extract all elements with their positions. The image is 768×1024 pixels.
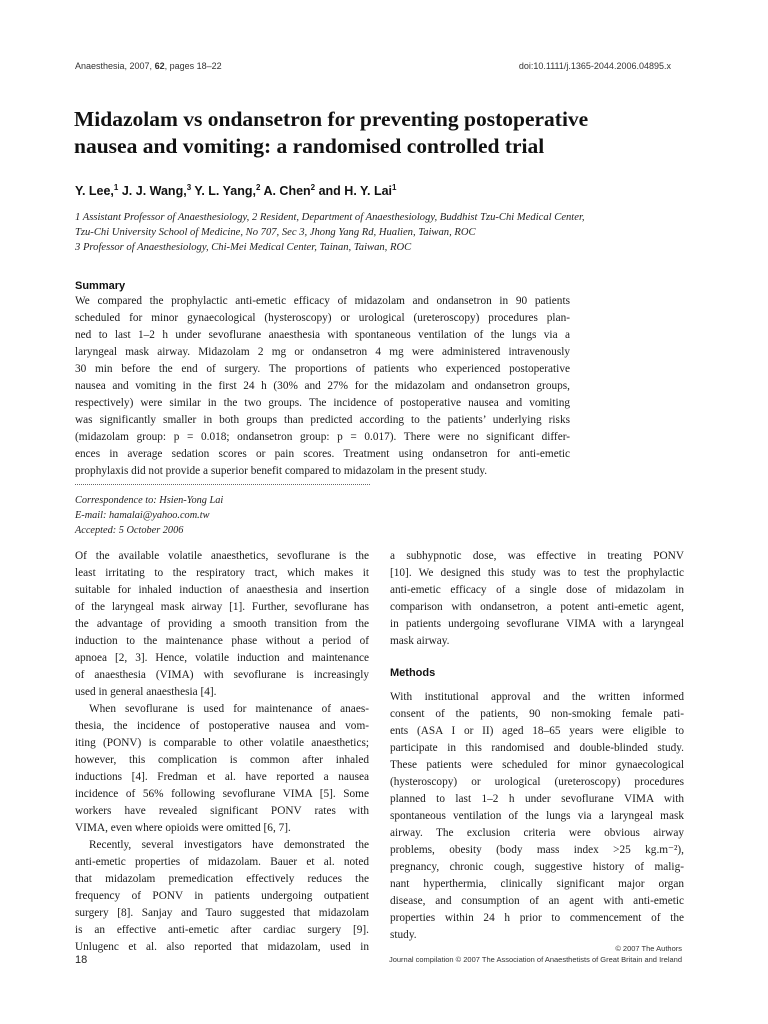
body-line: mask airway. bbox=[390, 635, 450, 647]
summary-line: prophylaxis did not provide a superior benefit compared to midazolam in the present study. bbox=[75, 465, 488, 477]
body-line: VIMA, even where opioids were omitted [6, 7]. bbox=[75, 822, 291, 834]
body-line: least irritating to the respiratory tract, which makes it bbox=[75, 567, 369, 579]
journal-volume: 62 bbox=[154, 61, 165, 71]
summary-line: ences in average sedation scores or pain scores. Treatment using ondansetron for anti-emetic bbox=[75, 448, 570, 460]
body-line: however, this complication is common after inhaled bbox=[75, 754, 369, 766]
summary-line: ned to last 1–2 h under sevoflurane anaesthesia with spontaneous ventilation of the lungs via a bbox=[75, 329, 570, 341]
body-line: induction to the maintenance phase without a period of bbox=[75, 635, 369, 647]
journal-pages: , pages 18–22 bbox=[164, 61, 222, 71]
body-line: ents (ASA I or II) aged 18–65 years were eligible to bbox=[390, 725, 684, 737]
body-column-left bbox=[75, 548, 369, 956]
correspondence-email[interactable]: E-mail: hamalai@yahoo.com.tw bbox=[75, 510, 210, 521]
body-line: airway. The exclusion criteria were obvious airway bbox=[390, 827, 684, 839]
affiliation-line: Tzu-Chi University School of Medicine, No 707, Sec 3, Jhong Yang Rd, Hualien, Taiwan, ROC bbox=[75, 227, 476, 238]
copyright-line: Journal compilation © 2007 The Association of Anaesthetists of Great Britain and Ireland bbox=[388, 955, 682, 964]
body-line: used in general anaesthesia [4]. bbox=[75, 686, 217, 698]
correspondence-block bbox=[75, 493, 223, 538]
journal-citation bbox=[75, 61, 222, 71]
accepted-date: Accepted: 5 October 2006 bbox=[75, 525, 184, 536]
author: J. J. Wang, bbox=[118, 184, 187, 199]
author-affiliation-mark: 2 bbox=[310, 183, 316, 192]
author-affiliation-mark: 2 bbox=[255, 183, 261, 192]
title-line-2: nausea and vomiting: a randomised controlled trial bbox=[74, 134, 545, 158]
author: A. Chen bbox=[260, 184, 311, 199]
page-number: 18 bbox=[75, 954, 88, 966]
affiliations bbox=[75, 210, 695, 255]
body-line: workers have revealed significant PONV rates with bbox=[75, 805, 369, 817]
doi-link[interactable]: doi:10.1111/j.1365-2044.2006.04895.x bbox=[518, 61, 671, 71]
body-line: surgery [8]. Sanjay and Tauro suggested that midazolam bbox=[75, 907, 369, 919]
author-affiliation-mark: 1 bbox=[392, 183, 397, 192]
author: Y. L. Yang, bbox=[191, 184, 256, 199]
body-line: With institutional approval and the written informed bbox=[390, 691, 684, 703]
body-line: pregnancy, chronic cough, suggestive history of malig- bbox=[390, 861, 684, 873]
correspondence-name: Correspondence to: Hsien-Yong Lai bbox=[75, 495, 224, 506]
summary-line: We compared the prophylactic anti-emetic efficacy of midazolam and ondansetron in 90 patients bbox=[75, 295, 570, 307]
body-line: anti-emetic efficacy of a single dose of midazolam in bbox=[390, 584, 684, 596]
body-line: comparison with ondansetron, a potent anti-emetic agent, bbox=[390, 601, 684, 613]
article-title bbox=[74, 106, 694, 160]
body-line: These patients were scheduled for minor gynaecological bbox=[390, 759, 684, 771]
body-line: properties within 24 h prior to commencement of the bbox=[390, 912, 684, 924]
journal-prefix: Anaesthesia, 2007, bbox=[75, 61, 155, 71]
body-line: inductions [4]. Fredman et al. have reported a nausea bbox=[75, 771, 369, 783]
body-line: is an effective anti-emetic after cardiac surgery [9]. bbox=[75, 924, 369, 936]
copyright-notice bbox=[389, 943, 682, 965]
summary-heading: Summary bbox=[75, 280, 126, 292]
author: Y. Lee, bbox=[75, 184, 114, 199]
body-line: Recently, several investigators have demonstrated the bbox=[89, 839, 369, 851]
body-line: thesia, the incidence of postoperative nausea and vom- bbox=[75, 720, 369, 732]
body-line: [10]. We designed this study was to test the prophylactic bbox=[390, 567, 684, 579]
summary-line: (midazolam group: p = 0.018; ondansetron group: p = 0.017). There were no significant differ- bbox=[75, 431, 570, 443]
dotted-divider bbox=[75, 484, 370, 485]
summary-line: 30 min before the end of surgery. The proportions of patients who experienced postoperative bbox=[75, 363, 570, 375]
body-line: a subhypnotic dose, was effective in treating PONV bbox=[390, 550, 684, 562]
body-line: iting (PONV) is comparable to other volatile anaesthetics; bbox=[75, 737, 369, 749]
summary-line: laryngeal mask airway. Midazolam 2 mg or ondansetron 4 mg were administered intravenously bbox=[75, 346, 570, 358]
body-line: problems, obesity (body mass index >25 kg.m⁻²), bbox=[390, 844, 684, 856]
summary-line: was significantly smaller in both groups than predicted according to the patients’ underlying risks bbox=[75, 414, 570, 426]
body-line: suitable for inhaled induction of anaesthesia and insertion bbox=[75, 584, 369, 596]
affiliation-line: 1 Assistant Professor of Anaesthesiology, 2 Resident, Department of Anaesthesiology, Buddhist Tzu-Chi Medical Center, bbox=[75, 212, 585, 223]
author-list bbox=[75, 183, 396, 198]
body-line: frequency of PONV in patients undergoing outpatient bbox=[75, 890, 369, 902]
body-line: spontaneous ventilation of the lungs via a laryngeal mask bbox=[390, 810, 684, 822]
body-line: disease, and consumption of an agent with anti-emetic bbox=[390, 895, 684, 907]
summary-line: scheduled for minor gynaecological (hysteroscopy) or urological (ureteroscopy) procedures plan- bbox=[75, 312, 570, 324]
author-affiliation-mark: 1 bbox=[113, 183, 119, 192]
body-line: Of the available volatile anaesthetics, sevoflurane is the bbox=[75, 550, 369, 562]
methods-body bbox=[390, 689, 684, 944]
author: and H. Y. Lai bbox=[315, 184, 392, 199]
body-line: nant hyperthermia, clinically significant major organ bbox=[390, 878, 684, 890]
methods-heading: Methods bbox=[390, 667, 436, 679]
body-line: consent of the patients, 90 non-smoking female pati- bbox=[390, 708, 684, 720]
body-line: apnoea [2, 3]. Hence, volatile induction and maintenance bbox=[75, 652, 369, 664]
body-line: of the laryngeal mask airway [1]. Further, sevoflurane has bbox=[75, 601, 369, 613]
body-line: the advantage of providing a smooth transition from the bbox=[75, 618, 369, 630]
summary-line: nausea and vomiting in the first 24 h (30% and 27% for the midazolam and ondansetron groups, bbox=[75, 380, 570, 392]
summary-abstract bbox=[75, 293, 570, 480]
copyright-line: © 2007 The Authors bbox=[615, 944, 682, 953]
body-line: that midazolam premedication effectively reduces the bbox=[75, 873, 369, 885]
body-line: study. bbox=[390, 929, 417, 941]
body-line: in patients undergoing sevoflurane VIMA with a laryngeal bbox=[390, 618, 684, 630]
body-line: planned to last 1–2 h under sevoflurane VIMA with bbox=[390, 793, 684, 805]
body-line: participate in this randomised and double-blinded study. bbox=[390, 742, 684, 754]
summary-line: respectively) were similar in the two groups. The incidence of postoperative nausea and vomiting bbox=[75, 397, 570, 409]
body-line: incidence of 56% following sevoflurane VIMA [5]. Some bbox=[75, 788, 369, 800]
author-affiliation-mark: 3 bbox=[186, 183, 192, 192]
body-column-right-intro bbox=[390, 548, 684, 650]
body-line: Unlugenc et al. also reported that midazolam, used in bbox=[75, 941, 369, 953]
body-line: When sevoflurane is used for maintenance of anaes- bbox=[89, 703, 369, 715]
body-line: (hysteroscopy) or urological (ureteroscopy) procedures bbox=[390, 776, 684, 788]
body-line: of anaesthesia (VIMA) with sevoflurane is increasingly bbox=[75, 669, 369, 681]
body-line: anti-emetic properties of midazolam. Bauer et al. noted bbox=[75, 856, 369, 868]
title-line-1: Midazolam vs ondansetron for preventing postoperative bbox=[74, 107, 589, 131]
affiliation-line: 3 Professor of Anaesthesiology, Chi-Mei Medical Center, Tainan, Taiwan, ROC bbox=[75, 242, 412, 253]
